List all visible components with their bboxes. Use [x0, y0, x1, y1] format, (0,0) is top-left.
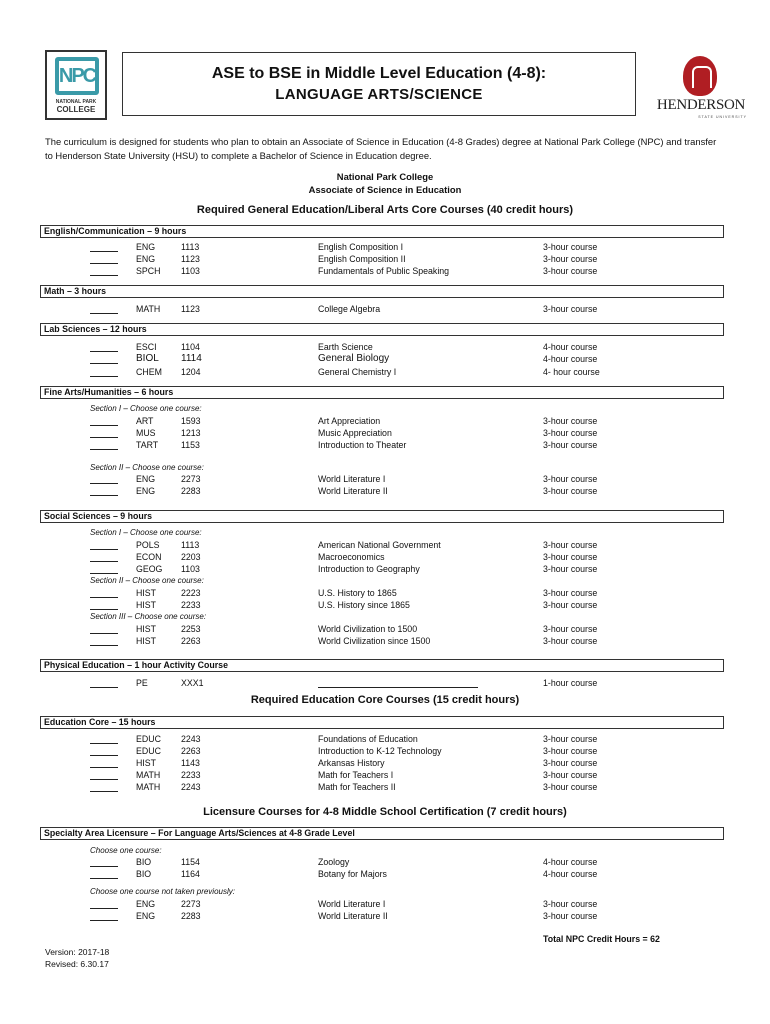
course-title: Earth Science — [318, 342, 373, 352]
course-credit: 3-hour course — [543, 242, 598, 252]
course-title: Fundamentals of Public Speaking — [318, 266, 450, 276]
npc-logo-name — [47, 99, 105, 114]
course-credit: 3-hour course — [543, 588, 598, 598]
section-note: Choose one course: — [90, 846, 162, 855]
course-number: 1104 — [181, 342, 200, 352]
category-specialty-licensure: Specialty Area Licensure – For Language Arts/Sciences at 4-8 Grade Level — [40, 827, 724, 840]
course-subject: ART — [136, 416, 154, 426]
course-subject: SPCH — [136, 266, 161, 276]
course-credit: 3-hour course — [543, 304, 598, 314]
section-title-education-core: Required Education Core Courses (15 credit hours) — [250, 694, 520, 706]
course-number: 1114 — [181, 353, 202, 364]
course-credit: 4- hour course — [543, 367, 600, 377]
course-credit: 3-hour course — [543, 911, 598, 921]
course-row — [0, 427, 770, 439]
intro-paragraph: The curriculum is designed for students who plan to obtain an Associate of Science in Education (4-8 Grades) degree at National Park College (NPC) and transfer to Henderson State University (HSU) to complete a Bachelor of Science in Education degree. — [45, 136, 717, 161]
course-subject: TART — [136, 440, 159, 450]
course-row — [0, 898, 770, 910]
course-subject: ENG — [136, 899, 156, 909]
course-number: 1154 — [181, 857, 200, 867]
course-number: 2273 — [181, 474, 201, 484]
course-subject: ENG — [136, 254, 156, 264]
npc-logo-mark: NPC — [55, 57, 99, 95]
section-note: Section I – Choose one course: — [90, 528, 202, 537]
section-note: Section III – Choose one course: — [90, 612, 207, 621]
course-number: 1153 — [181, 440, 200, 450]
course-number: 2273 — [181, 899, 201, 909]
course-subject: PE — [136, 678, 148, 688]
course-row — [0, 563, 770, 575]
checkoff-blank — [90, 609, 118, 610]
course-credit: 3-hour course — [543, 428, 598, 438]
course-subject: HIST — [136, 758, 157, 768]
course-row — [0, 745, 770, 757]
course-row — [0, 757, 770, 769]
course-number: 2243 — [181, 782, 201, 792]
category-physical-education: Physical Education – 1 hour Activity Course — [40, 659, 724, 672]
checkoff-blank — [90, 633, 118, 634]
course-row — [0, 341, 770, 353]
checkoff-blank — [90, 573, 118, 574]
checkoff-blank — [90, 495, 118, 496]
checkoff-blank — [90, 561, 118, 562]
category-math: Math – 3 hours — [40, 285, 724, 298]
section-title-gen-ed: Required General Education/Liberal Arts Core Courses (40 credit hours) — [196, 204, 574, 216]
section-note: Section I – Choose one course: — [90, 404, 202, 413]
course-credit: 3-hour course — [543, 624, 598, 634]
checkoff-blank — [90, 645, 118, 646]
course-title: Math for Teachers II — [318, 782, 396, 792]
section-note: Choose one course not taken previously: — [90, 887, 235, 896]
course-number: 1164 — [181, 869, 200, 879]
course-row — [0, 868, 770, 880]
course-subject: HIST — [136, 600, 157, 610]
checkoff-blank — [90, 743, 118, 744]
course-row — [0, 415, 770, 427]
checkoff-blank — [90, 920, 118, 921]
course-row — [0, 241, 770, 253]
npc-heading-line2: Associate of Science in Education — [308, 184, 462, 195]
course-credit: 3-hour course — [543, 899, 598, 909]
course-title-blank — [318, 687, 478, 688]
npc-logo — [45, 50, 107, 120]
course-credit: 3-hour course — [543, 636, 598, 646]
total-credit-hours: Total NPC Credit Hours = 62 — [543, 934, 660, 944]
course-credit: 3-hour course — [543, 600, 598, 610]
course-subject: EDUC — [136, 734, 161, 744]
category-english: English/Communication – 9 hours — [40, 225, 724, 238]
course-credit: 3-hour course — [543, 254, 598, 264]
category-lab-sciences: Lab Sciences – 12 hours — [40, 323, 724, 336]
course-credit: 1-hour course — [543, 678, 598, 688]
checkoff-blank — [90, 687, 118, 688]
checkoff-blank — [90, 549, 118, 550]
category-fine-arts: Fine Arts/Humanities – 6 hours — [40, 386, 724, 399]
course-title: Introduction to Theater — [318, 440, 407, 450]
course-subject: EDUC — [136, 746, 161, 756]
course-number: 1123 — [181, 304, 200, 314]
course-subject: BIOL — [136, 353, 159, 364]
course-row — [0, 353, 770, 365]
course-subject: ENG — [136, 911, 156, 921]
course-row — [0, 733, 770, 745]
course-credit: 3-hour course — [543, 416, 598, 426]
course-credit: 3-hour course — [543, 474, 598, 484]
checkoff-blank — [90, 437, 118, 438]
checkoff-blank — [90, 779, 118, 780]
course-credit: 3-hour course — [543, 440, 598, 450]
revised-line: Revised: 6.30.17 — [45, 959, 109, 969]
course-credit: 3-hour course — [543, 758, 598, 768]
course-row — [0, 473, 770, 485]
course-title: Macroeconomics — [318, 552, 385, 562]
course-row — [0, 781, 770, 793]
course-credit: 4-hour course — [543, 342, 598, 352]
checkoff-blank — [90, 425, 118, 426]
checkoff-blank — [90, 878, 118, 879]
course-row — [0, 265, 770, 277]
course-credit: 3-hour course — [543, 266, 598, 276]
course-subject: MATH — [136, 782, 161, 792]
course-number: 2263 — [181, 636, 201, 646]
course-number: 2223 — [181, 588, 201, 598]
course-row — [0, 856, 770, 868]
page-subtitle: LANGUAGE ARTS/SCIENCE — [275, 86, 483, 103]
course-number: 1123 — [181, 254, 200, 264]
course-title: Zoology — [318, 857, 350, 867]
course-title: World Civilization to 1500 — [318, 624, 418, 634]
hsu-logo — [655, 52, 747, 122]
course-row — [0, 910, 770, 922]
course-number: 2263 — [181, 746, 201, 756]
course-number: 2283 — [181, 486, 201, 496]
course-number: 2233 — [181, 600, 201, 610]
course-credit: 3-hour course — [543, 564, 598, 574]
course-row — [0, 539, 770, 551]
section-note: Section II – Choose one course: — [90, 463, 204, 472]
course-subject: BIO — [136, 857, 152, 867]
hsu-logo-name: HENDERSON — [656, 97, 746, 113]
checkoff-blank — [90, 908, 118, 909]
version-info — [45, 946, 109, 970]
course-subject: ENG — [136, 242, 156, 252]
course-credit: 4-hour course — [543, 869, 598, 879]
npc-heading — [0, 170, 770, 196]
course-subject: CHEM — [136, 367, 162, 377]
course-subject: MATH — [136, 304, 161, 314]
course-row — [0, 599, 770, 611]
checkoff-blank — [90, 755, 118, 756]
course-title: Art Appreciation — [318, 416, 381, 426]
hsu-seal-icon — [683, 56, 717, 96]
course-number: 1593 — [181, 416, 201, 426]
course-number: 2243 — [181, 734, 201, 744]
course-title: Introduction to Geography — [318, 564, 420, 574]
hsu-logo-sub: STATE UNIVERSITY — [698, 115, 747, 119]
course-title: American National Government — [318, 540, 441, 550]
course-subject: MATH — [136, 770, 161, 780]
checkoff-blank — [90, 351, 118, 352]
course-title: World Literature II — [318, 911, 388, 921]
course-row — [0, 485, 770, 497]
course-number: 2203 — [181, 552, 201, 562]
course-row — [0, 623, 770, 635]
course-subject: POLS — [136, 540, 160, 550]
course-subject: HIST — [136, 588, 157, 598]
course-title: English Composition II — [318, 254, 406, 264]
course-row — [0, 635, 770, 647]
course-row — [0, 551, 770, 563]
course-title: General Biology — [318, 353, 390, 364]
version-line: Version: 2017-18 — [45, 947, 110, 957]
course-number: XXX1 — [181, 678, 204, 688]
course-row — [0, 366, 770, 378]
course-subject: ESCI — [136, 342, 157, 352]
course-subject: MUS — [136, 428, 156, 438]
course-title: Introduction to K-12 Technology — [318, 746, 442, 756]
course-title: College Algebra — [318, 304, 381, 314]
category-education-core: Education Core – 15 hours — [40, 716, 724, 729]
course-credit: 3-hour course — [543, 540, 598, 550]
checkoff-blank — [90, 483, 118, 484]
course-subject: HIST — [136, 624, 157, 634]
course-row — [0, 303, 770, 315]
course-row — [0, 677, 770, 689]
course-number: 1143 — [181, 758, 200, 768]
course-credit: 4-hour course — [543, 857, 598, 867]
course-credit: 3-hour course — [543, 552, 598, 562]
course-title: Botany for Majors — [318, 869, 387, 879]
course-subject: ENG — [136, 486, 156, 496]
page-title: ASE to BSE in Middle Level Education (4-8): — [211, 65, 547, 82]
section-note: Section II – Choose one course: — [90, 576, 204, 585]
course-number: 2283 — [181, 911, 201, 921]
course-title: Arkansas History — [318, 758, 385, 768]
checkoff-blank — [90, 597, 118, 598]
course-number: 1103 — [181, 266, 200, 276]
course-subject: ECON — [136, 552, 162, 562]
course-credit: 3-hour course — [543, 746, 598, 756]
course-credit: 3-hour course — [543, 734, 598, 744]
course-number: 2253 — [181, 624, 201, 634]
course-number: 1103 — [181, 564, 200, 574]
course-title: World Literature II — [318, 486, 388, 496]
checkoff-blank — [90, 313, 118, 314]
course-subject: HIST — [136, 636, 157, 646]
course-row — [0, 253, 770, 265]
checkoff-blank — [90, 263, 118, 264]
checkoff-blank — [90, 791, 118, 792]
title-box — [122, 52, 636, 116]
course-title: U.S. History to 1865 — [318, 588, 397, 598]
course-subject: ENG — [136, 474, 156, 484]
npc-logo-line1: NATIONAL PARK — [55, 99, 97, 105]
course-title: World Civilization since 1500 — [318, 636, 431, 646]
checkoff-blank — [90, 767, 118, 768]
course-credit: 3-hour course — [543, 486, 598, 496]
checkoff-blank — [90, 376, 118, 377]
course-number: 1204 — [181, 367, 201, 377]
course-title: Music Appreciation — [318, 428, 392, 438]
npc-heading-line1: National Park College — [336, 171, 434, 182]
course-credit: 3-hour course — [543, 782, 598, 792]
checkoff-blank — [90, 866, 118, 867]
course-credit: 3-hour course — [543, 770, 598, 780]
course-title: U.S. History since 1865 — [318, 600, 410, 610]
checkoff-blank — [90, 251, 118, 252]
category-social-sciences: Social Sciences – 9 hours — [40, 510, 724, 523]
checkoff-blank — [90, 363, 118, 364]
checkoff-blank — [90, 449, 118, 450]
course-credit: 4-hour course — [543, 354, 598, 364]
course-row — [0, 439, 770, 451]
checkoff-blank — [90, 275, 118, 276]
course-number: 1113 — [181, 540, 200, 550]
course-number: 1213 — [181, 428, 201, 438]
course-title: English Composition I — [318, 242, 404, 252]
course-title: Math for Teachers I — [318, 770, 394, 780]
course-row — [0, 769, 770, 781]
course-subject: BIO — [136, 869, 152, 879]
course-title: General Chemistry I — [318, 367, 397, 377]
course-title: World Literature I — [318, 474, 386, 484]
course-subject: GEOG — [136, 564, 163, 574]
course-row — [0, 587, 770, 599]
course-number: 1113 — [181, 242, 200, 252]
course-title: World Literature I — [318, 899, 386, 909]
section-title-licensure: Licensure Courses for 4-8 Middle School Certification (7 credit hours) — [203, 806, 567, 818]
course-title: Foundations of Education — [318, 734, 418, 744]
npc-logo-line2: COLLEGE — [56, 105, 96, 114]
course-number: 2233 — [181, 770, 201, 780]
